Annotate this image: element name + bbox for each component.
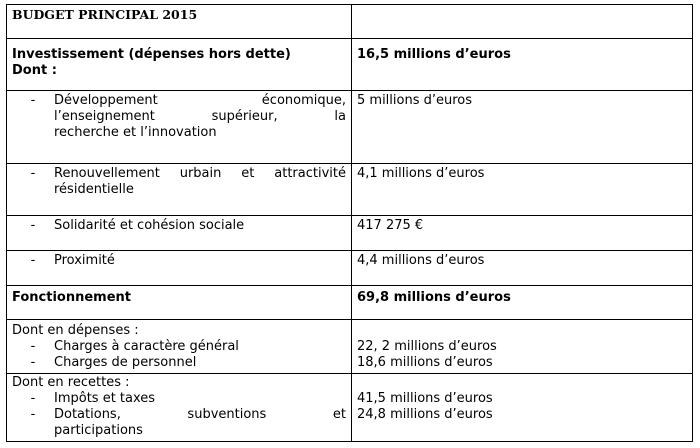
item-label-line: recherche et l’innovation [54,125,217,140]
bullet-dash: - [30,355,36,370]
item-label: Proximité [54,253,115,268]
recettes-value-cell [352,374,693,442]
depenses-value-cell [352,320,693,374]
item-label-cell [7,216,352,251]
item-value: 417 275 € [357,218,424,233]
investissement-value-cell [352,39,693,91]
item-label-line: l’enseignement supérieur, la [54,109,346,124]
item-value-cell [352,164,693,216]
item-value: 4,4 millions d’euros [357,253,485,268]
fonctionnement-value: 69,8 millions d’euros [357,290,511,305]
investissement-label: Investissement (dépenses hors dette) [12,47,291,62]
item-label-line: Renouvellement urbain et attractivité [54,166,346,181]
recettes-label-cell [7,374,352,442]
depenses-row [7,320,693,374]
item-value-cell [352,216,693,251]
item-value: 18,6 millions d’euros [357,355,493,370]
bullet-dash: - [30,407,36,422]
item-value-cell [352,91,693,164]
table-title: BUDGET PRINCIPAL 2015 [12,7,198,22]
bullet-dash: - [30,218,36,233]
item-label-line: Développement économique, [54,93,346,108]
item-value: 41,5 millions d’euros [357,391,493,406]
bullet-dash: - [30,166,36,181]
recettes-row [7,374,693,442]
fonctionnement-label-cell [7,286,352,320]
investissement-row [7,39,693,91]
table-row [7,164,693,216]
item-value-cell [352,251,693,286]
item-label: Charges de personnel [54,355,197,370]
title-empty-cell [352,5,693,39]
bullet-dash: - [30,339,36,354]
item-value: 4,1 millions d’euros [357,166,485,181]
bullet-dash: - [30,253,36,268]
fonctionnement-label: Fonctionnement [12,290,132,305]
item-value: 24,8 millions d’euros [357,407,493,422]
item-label-cell [7,251,352,286]
fonctionnement-value-cell [352,286,693,320]
budget-table [6,4,693,442]
recettes-label: Dont en recettes : [12,375,130,390]
item-value: 5 millions d’euros [357,93,473,108]
item-label-cell [7,164,352,216]
investissement-value: 16,5 millions d’euros [357,47,511,62]
item-label: Impôts et taxes [54,391,156,406]
bullet-dash: - [30,391,36,406]
depenses-label-cell [7,320,352,374]
item-label: Charges à caractère général [54,339,239,354]
investissement-dont: Dont : [12,63,57,78]
item-label-line: résidentielle [54,182,134,197]
fonctionnement-row [7,286,693,320]
title-cell [7,5,352,39]
item-label-line: Dotations, subventions et [54,407,346,422]
table-row [7,91,693,164]
bullet-dash: - [30,93,36,108]
investissement-label-cell [7,39,352,91]
item-value: 22, 2 millions d’euros [357,339,497,354]
item-label-cell [7,91,352,164]
table-row [7,216,693,251]
title-row [7,5,693,39]
item-label-line: participations [54,423,143,438]
table-row [7,251,693,286]
depenses-label: Dont en dépenses : [12,323,139,338]
item-label: Solidarité et cohésion sociale [54,218,245,233]
